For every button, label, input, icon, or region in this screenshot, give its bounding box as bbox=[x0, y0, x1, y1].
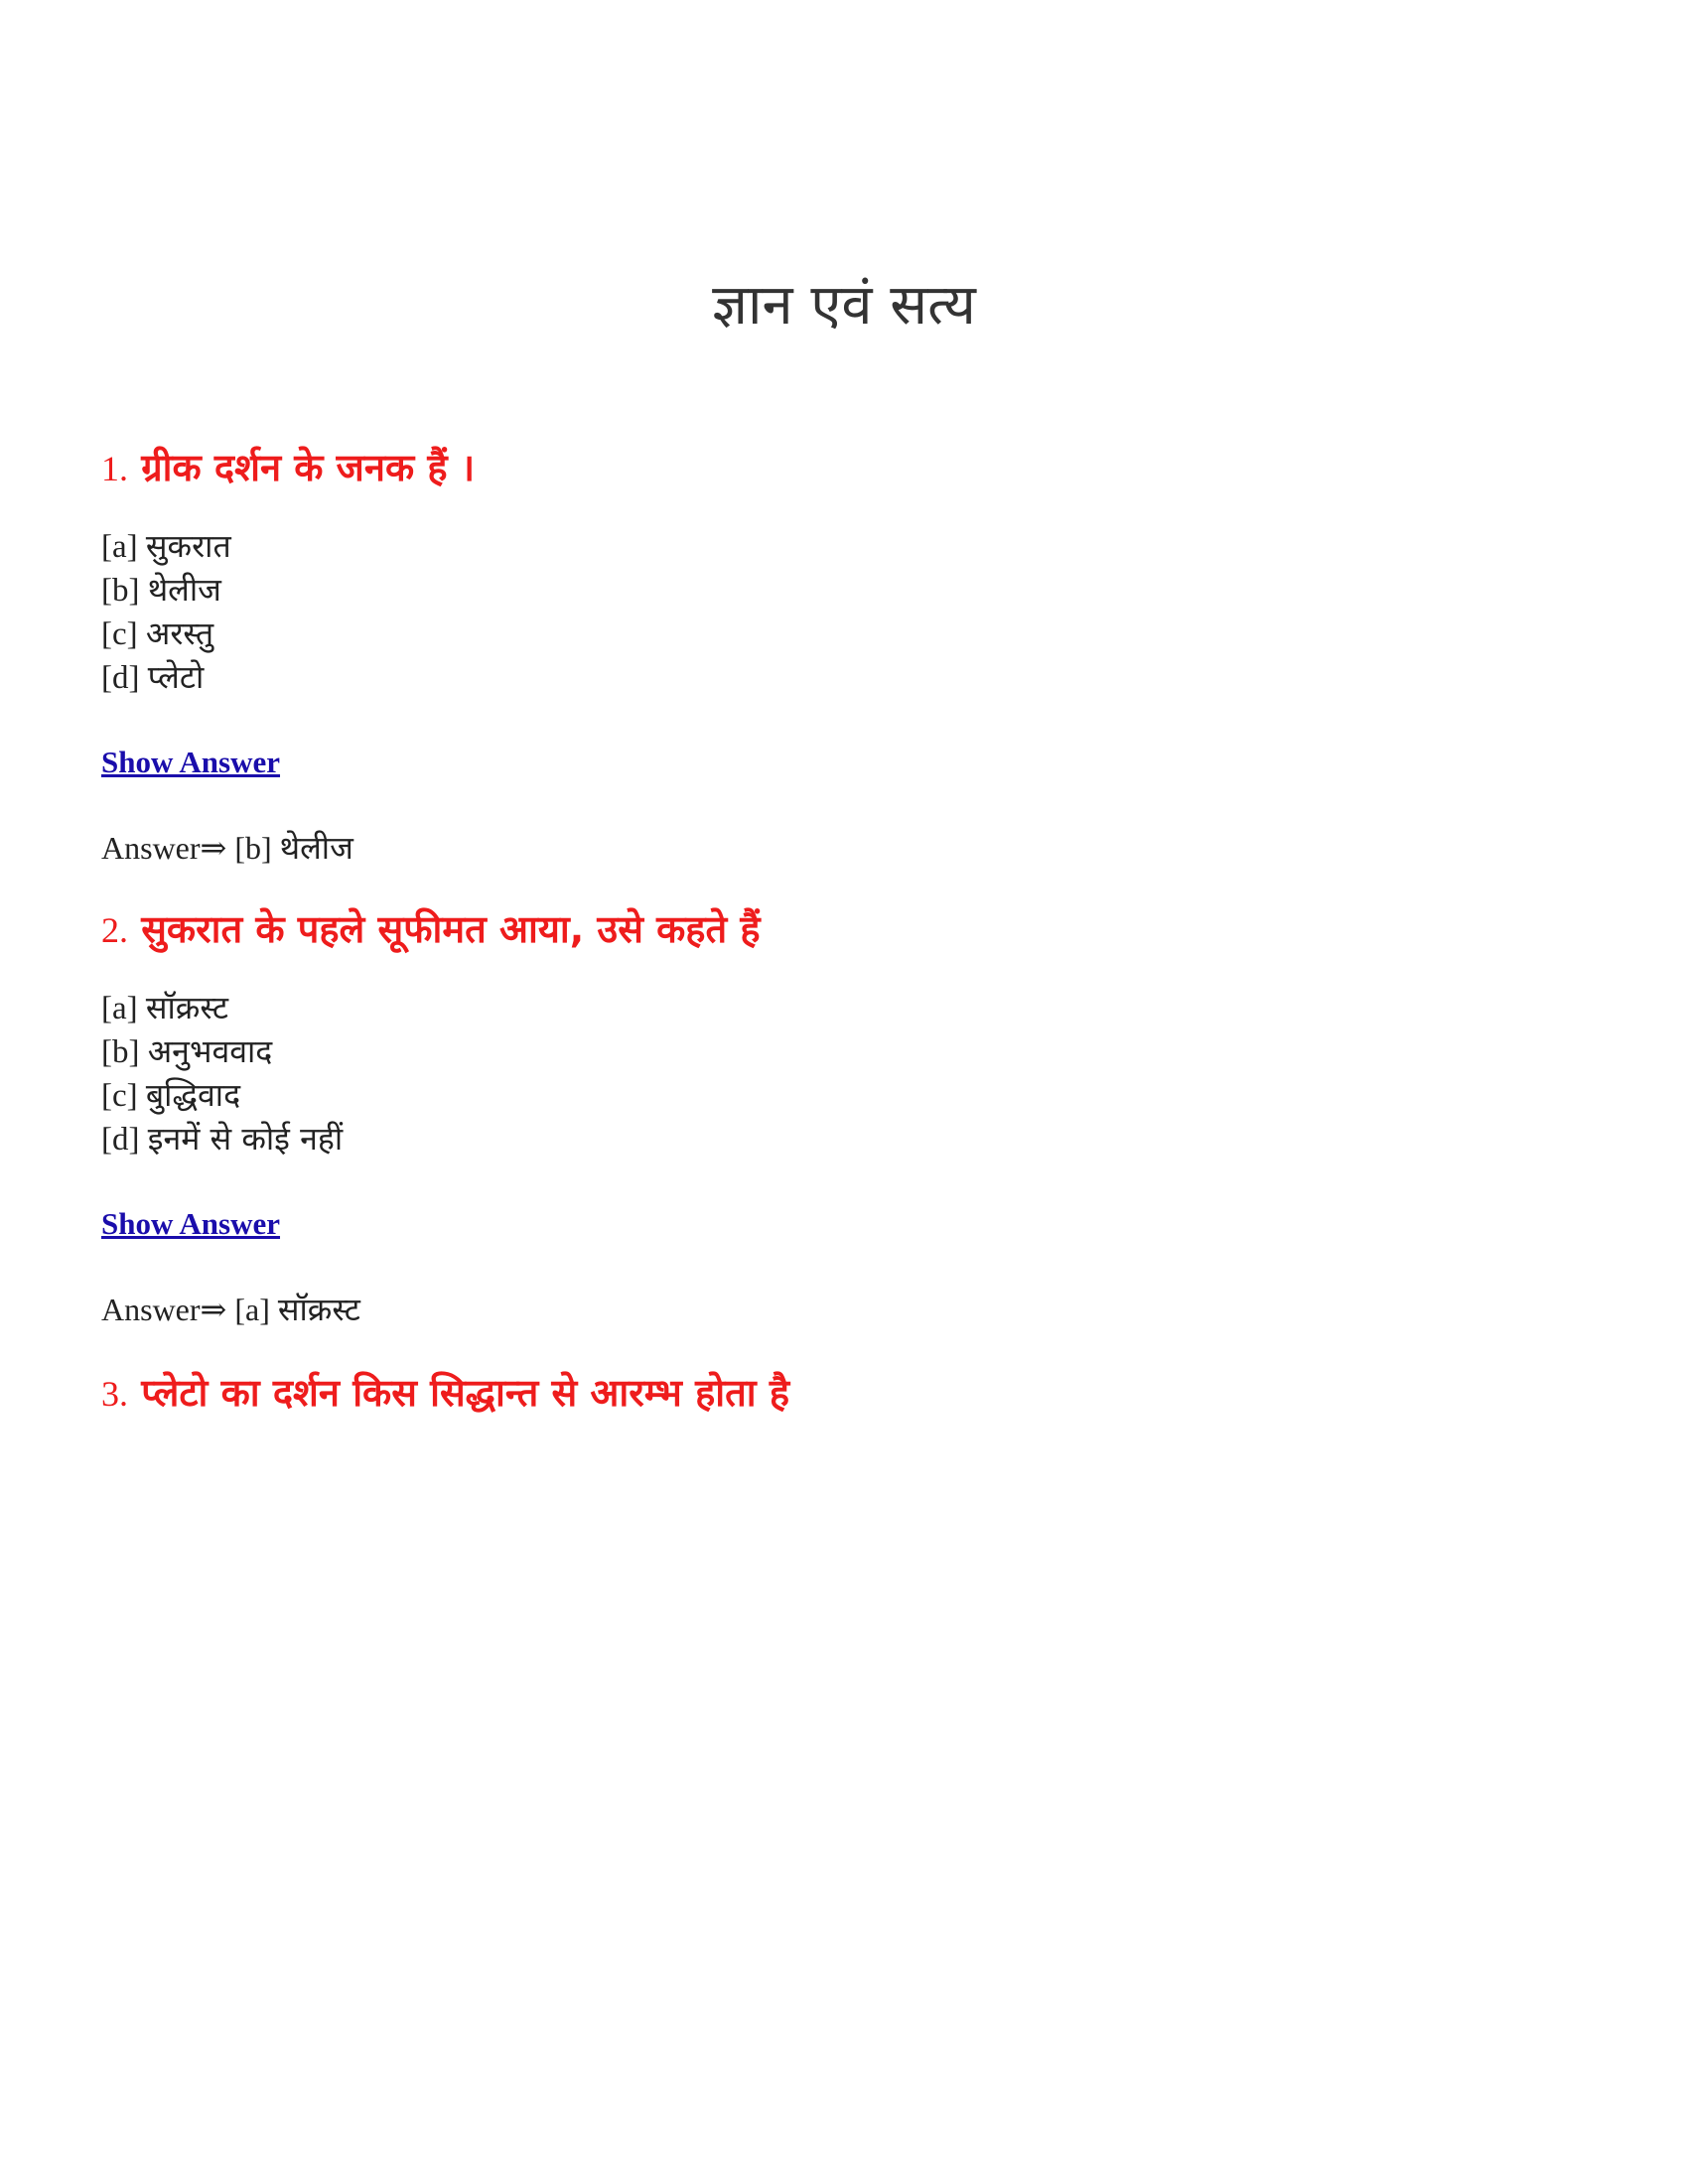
answer-text: थेलीज bbox=[279, 829, 353, 867]
question-2 bbox=[101, 901, 1591, 1331]
answer-key: [b] bbox=[234, 830, 272, 866]
question-number: 3. bbox=[101, 1374, 128, 1414]
show-answer-link[interactable]: Show Answer bbox=[101, 745, 281, 779]
question-heading bbox=[101, 1365, 1591, 1422]
option-d bbox=[101, 655, 1591, 699]
question-text: सुकरात के पहले सूफीमत आया, उसे कहते हैं bbox=[141, 907, 761, 951]
question-1 bbox=[101, 440, 1591, 870]
option-key: [c] bbox=[101, 616, 138, 652]
page-title: ज्ञान एवं सत्य bbox=[712, 273, 976, 338]
option-b bbox=[101, 568, 1591, 612]
question-text: प्लेटो का दर्शन किस सिद्धान्त से आरम्भ होता है bbox=[141, 1371, 790, 1415]
options-list bbox=[101, 986, 1591, 1160]
option-key: [b] bbox=[101, 573, 140, 609]
answer-line bbox=[101, 1288, 1591, 1331]
question-3 bbox=[101, 1365, 1591, 1422]
option-key: [c] bbox=[101, 1078, 138, 1114]
option-b bbox=[101, 1029, 1591, 1073]
option-key: [d] bbox=[101, 660, 140, 696]
option-key: [d] bbox=[101, 1122, 140, 1158]
option-text: थेलीज bbox=[147, 571, 221, 609]
option-text: बुद्धिवाद bbox=[145, 1076, 241, 1114]
option-text: सुकरात bbox=[145, 527, 231, 565]
option-text: प्लेटो bbox=[147, 658, 205, 696]
option-text: इनमें से कोई नहीं bbox=[147, 1120, 344, 1158]
question-number: 2. bbox=[101, 910, 128, 950]
option-text: अरस्तु bbox=[145, 614, 214, 652]
option-text: सॉक्रस्ट bbox=[145, 989, 228, 1026]
question-text: ग्रीक दर्शन के जनक हैं । bbox=[141, 446, 476, 489]
answer-label: Answer⇒ bbox=[101, 830, 227, 866]
show-answer-link[interactable]: Show Answer bbox=[101, 1206, 281, 1241]
option-d bbox=[101, 1117, 1591, 1160]
answer-key: [a] bbox=[234, 1292, 270, 1327]
option-c bbox=[101, 1073, 1591, 1117]
options-list bbox=[101, 524, 1591, 699]
option-key: [a] bbox=[101, 529, 138, 565]
question-number: 1. bbox=[101, 449, 128, 488]
option-a bbox=[101, 986, 1591, 1029]
question-heading bbox=[101, 440, 1591, 496]
option-key: [a] bbox=[101, 991, 138, 1026]
option-text: अनुभववाद bbox=[147, 1032, 273, 1070]
option-key: [b] bbox=[101, 1034, 140, 1070]
question-heading bbox=[101, 901, 1591, 958]
option-c bbox=[101, 612, 1591, 655]
option-a bbox=[101, 524, 1591, 568]
answer-line bbox=[101, 826, 1591, 870]
answer-label: Answer⇒ bbox=[101, 1292, 227, 1327]
answer-text: सॉक्रस्ट bbox=[277, 1291, 360, 1328]
